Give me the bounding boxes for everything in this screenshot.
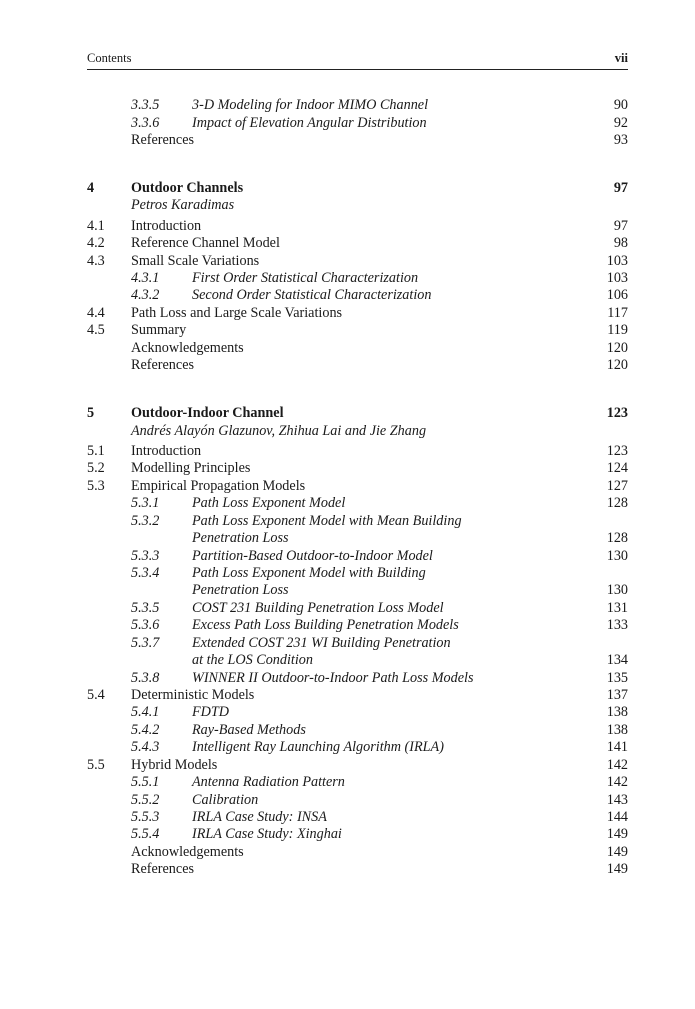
- entry-number: 4.2: [87, 235, 105, 251]
- entry-title: at the LOS Condition: [192, 652, 313, 668]
- toc-entry[interactable]: [87, 652, 628, 669]
- entry-page: 103: [606, 270, 628, 286]
- entry-number: 5.4.2: [131, 722, 160, 738]
- toc-entry[interactable]: [87, 844, 628, 861]
- toc-entry[interactable]: [87, 687, 628, 704]
- entry-title: Path Loss Exponent Model with Mean Building: [192, 513, 462, 529]
- entry-number: 5.5.2: [131, 792, 160, 808]
- toc-entry[interactable]: [87, 548, 628, 565]
- toc-entry[interactable]: [87, 132, 628, 149]
- toc-entry[interactable]: [87, 340, 628, 357]
- entry-page: 123: [606, 443, 628, 459]
- entry-page: 138: [606, 722, 628, 738]
- entry-title: Partition-Based Outdoor-to-Indoor Model: [192, 548, 433, 564]
- entry-title: Penetration Loss: [192, 582, 289, 598]
- entry-page: 133: [606, 617, 628, 633]
- toc-entry[interactable]: [87, 722, 628, 739]
- entry-page: 149: [606, 844, 628, 860]
- entry-number: 5.5: [87, 757, 105, 773]
- header-page-number: vii: [614, 51, 628, 65]
- entry-page: 92: [613, 115, 628, 131]
- entry-page: 135: [606, 670, 628, 686]
- entry-title: First Order Statistical Characterization: [192, 270, 419, 286]
- entry-page: 130: [606, 548, 628, 564]
- entry-number: 5.1: [87, 443, 105, 459]
- toc-entry[interactable]: [87, 792, 628, 809]
- toc-entry[interactable]: [87, 513, 628, 530]
- header-title: Contents: [87, 51, 132, 65]
- toc-entry[interactable]: [87, 739, 628, 756]
- entry-number: 5.3.5: [131, 600, 160, 616]
- entry-page: 93: [613, 132, 628, 148]
- entry-number: 4.5: [87, 322, 105, 338]
- entry-number: 5.3.6: [131, 617, 160, 633]
- entry-page: 144: [606, 809, 628, 825]
- entry-page: 130: [606, 582, 628, 598]
- toc-entry[interactable]: [87, 218, 628, 235]
- entry-number: 5.3: [87, 478, 105, 494]
- entry-title: Path Loss Exponent Model: [192, 495, 346, 511]
- entry-title: Excess Path Loss Building Penetration Models: [192, 617, 459, 633]
- entry-title: Acknowledgements: [131, 340, 244, 356]
- toc-entry[interactable]: [87, 305, 628, 322]
- entry-title: References: [131, 132, 195, 148]
- entry-title: Introduction: [131, 218, 202, 234]
- toc-author-row[interactable]: [87, 423, 628, 440]
- entry-page: 106: [606, 287, 628, 303]
- toc-entry[interactable]: [87, 809, 628, 826]
- entry-page: 142: [606, 757, 628, 773]
- entry-number: 5.4.3: [131, 739, 160, 755]
- toc-entry[interactable]: [87, 270, 628, 287]
- entry-title: Impact of Elevation Angular Distribution: [192, 115, 427, 131]
- entry-number: 4.3.1: [131, 270, 160, 286]
- toc-entry[interactable]: [87, 757, 628, 774]
- entry-title: Modelling Principles: [131, 460, 251, 476]
- entry-title: Antenna Radiation Pattern: [192, 774, 345, 790]
- toc-entry[interactable]: [87, 460, 628, 477]
- entry-page: 117: [607, 305, 628, 321]
- entry-page: 137: [606, 687, 628, 703]
- entry-page: 120: [606, 340, 628, 356]
- entry-title: Ray-Based Methods: [192, 722, 306, 738]
- entry-page: 142: [606, 774, 628, 790]
- toc-entry[interactable]: [87, 443, 628, 460]
- entry-number: 5.4: [87, 687, 105, 703]
- toc-page: [87, 0, 628, 1009]
- toc-entry[interactable]: [87, 600, 628, 617]
- toc-entry[interactable]: [87, 617, 628, 634]
- chapter-authors: Petros Karadimas: [131, 197, 235, 213]
- entry-number: 4.4: [87, 305, 105, 321]
- entry-number: 5.3.8: [131, 670, 160, 686]
- entry-page: 149: [606, 861, 628, 877]
- entry-title: Small Scale Variations: [131, 253, 260, 269]
- toc-entry[interactable]: [87, 635, 628, 652]
- entry-number: 4.3: [87, 253, 105, 269]
- toc-entry[interactable]: [87, 253, 628, 270]
- entry-title: Deterministic Models: [131, 687, 255, 703]
- toc-entry[interactable]: [87, 97, 628, 114]
- entry-title: 3-D Modeling for Indoor MIMO Channel: [192, 97, 429, 113]
- toc-chapter-row[interactable]: [87, 180, 628, 197]
- entry-number: 3.3.6: [131, 115, 160, 131]
- entry-number: 5.5.1: [131, 774, 160, 790]
- entry-number: 5.5.3: [131, 809, 160, 825]
- entry-number: 4.1: [87, 218, 105, 234]
- toc-entry[interactable]: [87, 826, 628, 843]
- entry-page: 131: [606, 600, 628, 616]
- entry-page: 119: [607, 322, 628, 338]
- entry-page: 98: [613, 235, 628, 251]
- toc-entry[interactable]: [87, 565, 628, 582]
- entry-number: 5.3.4: [131, 565, 160, 581]
- toc-entry[interactable]: [87, 774, 628, 791]
- entry-number: 5.3.3: [131, 548, 160, 564]
- entry-title: COST 231 Building Penetration Loss Model: [192, 600, 444, 616]
- entry-title: Summary: [131, 322, 187, 338]
- toc-entry[interactable]: [87, 357, 628, 374]
- toc-entry[interactable]: [87, 582, 628, 599]
- entry-title: References: [131, 357, 195, 373]
- entry-title: References: [131, 861, 195, 877]
- entry-title: FDTD: [192, 704, 230, 720]
- toc-entry[interactable]: [87, 670, 628, 687]
- entry-page: 97: [613, 218, 628, 234]
- toc-chapter-row[interactable]: [87, 405, 628, 422]
- toc-entry[interactable]: [87, 478, 628, 495]
- entry-page: 138: [606, 704, 628, 720]
- entry-number: 5.3.2: [131, 513, 160, 529]
- running-header: [87, 51, 628, 70]
- entry-page: 149: [606, 826, 628, 842]
- entry-title: Intelligent Ray Launching Algorithm (IRLA): [192, 739, 444, 755]
- entry-title: Introduction: [131, 443, 202, 459]
- toc-entry[interactable]: [87, 861, 628, 878]
- entry-number: 5.2: [87, 460, 105, 476]
- entry-title: Extended COST 231 WI Building Penetration: [192, 635, 451, 651]
- entry-page: 141: [606, 739, 628, 755]
- entry-number: 5.3.7: [131, 635, 160, 651]
- entry-title: Penetration Loss: [192, 530, 289, 546]
- chapter-page: 97: [613, 180, 628, 196]
- entry-page: 143: [606, 792, 628, 808]
- chapter-title: Outdoor Channels: [131, 180, 244, 196]
- entry-title: Hybrid Models: [131, 757, 218, 773]
- entry-title: WINNER II Outdoor-to-Indoor Path Loss Models: [192, 670, 474, 686]
- entry-number: 3.3.5: [131, 97, 160, 113]
- entry-page: 128: [606, 495, 628, 511]
- entry-page: 127: [606, 478, 628, 494]
- toc-entry[interactable]: [87, 235, 628, 252]
- entry-page: 134: [606, 652, 628, 668]
- entry-page: 124: [606, 460, 628, 476]
- chapter-authors: Andrés Alayón Glazunov, Zhihua Lai and Jie Zhang: [131, 423, 427, 439]
- entry-title: Acknowledgements: [131, 844, 244, 860]
- chapter-number: 4: [87, 180, 95, 196]
- entry-title: Second Order Statistical Characterization: [192, 287, 432, 303]
- entry-number: 5.5.4: [131, 826, 160, 842]
- chapter-title: Outdoor-Indoor Channel: [131, 405, 284, 421]
- toc-author-row[interactable]: [87, 197, 628, 214]
- entry-page: 120: [606, 357, 628, 373]
- entry-number: 5.3.1: [131, 495, 160, 511]
- entry-title: Reference Channel Model: [131, 235, 280, 251]
- toc-entry[interactable]: [87, 530, 628, 547]
- entry-title: IRLA Case Study: INSA: [192, 809, 327, 825]
- entry-title: Path Loss and Large Scale Variations: [131, 305, 343, 321]
- toc-entry[interactable]: [87, 322, 628, 339]
- entry-title: Path Loss Exponent Model with Building: [192, 565, 426, 581]
- entry-title: IRLA Case Study: Xinghai: [192, 826, 342, 842]
- entry-page: 128: [606, 530, 628, 546]
- chapter-page: 123: [606, 405, 628, 421]
- entry-title: Empirical Propagation Models: [131, 478, 306, 494]
- toc-entry[interactable]: [87, 495, 628, 512]
- toc-entry[interactable]: [87, 287, 628, 304]
- entry-page: 90: [613, 97, 628, 113]
- toc-entry[interactable]: [87, 704, 628, 721]
- entry-number: 5.4.1: [131, 704, 160, 720]
- entry-page: 103: [606, 253, 628, 269]
- chapter-number: 5: [87, 405, 95, 421]
- entry-title: Calibration: [192, 792, 259, 808]
- toc-entry[interactable]: [87, 115, 628, 132]
- entry-number: 4.3.2: [131, 287, 160, 303]
